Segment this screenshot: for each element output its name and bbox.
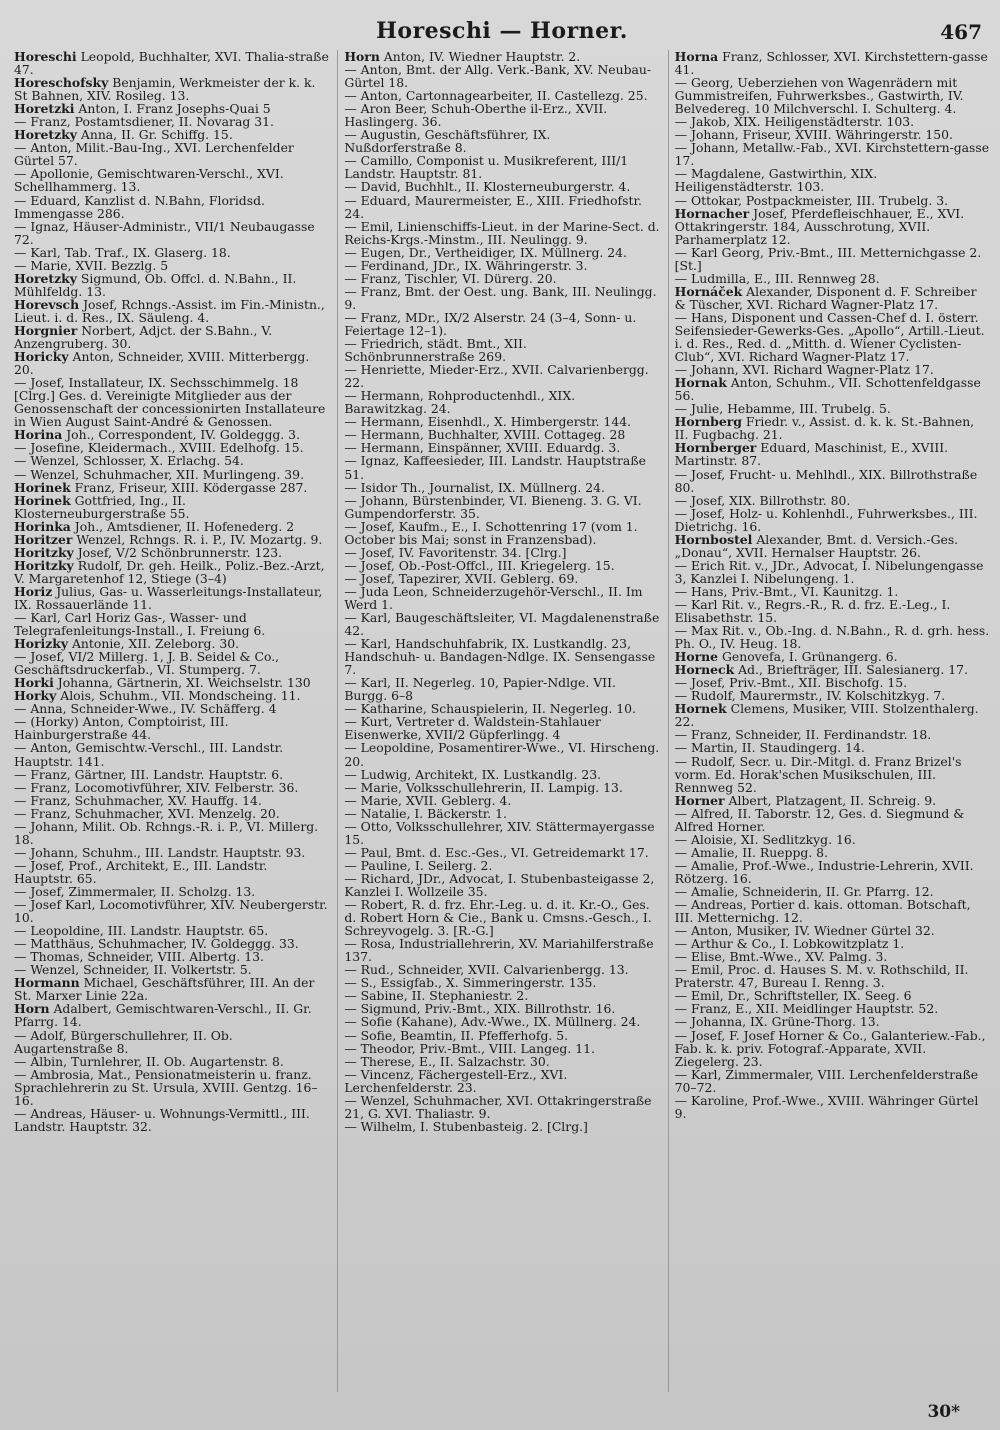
- entry-text: — Hermann, Rohproductenhdl., XIX. Barawitzkag. 24.: [344, 388, 576, 417]
- entry-text: — Sigmund, Priv.-Bmt., XIX. Billrothstr. 16.: [344, 1001, 616, 1017]
- entry-text: — Josef, VI/2 Millerg. 1, J. B. Seidel & Co., Geschäftsdruckerfab., VI. Stumperg. 7.: [14, 649, 280, 678]
- directory-entry: [675, 507, 990, 533]
- entry-text: Anton, IV. Wiedner Hauptstr. 2.: [383, 50, 581, 64]
- entry-text: — Josef, F. Josef Horner & Co., Galanteriew.-Fab., Fab. k. k. priv. Fotograf.-Apparate, XVII. Ziegelerg. 23.: [674, 1027, 986, 1069]
- entry-text: — Wenzel, Schuhmacher, XII. Murlingeng. 39.: [14, 466, 305, 482]
- entry-text: — Rosa, Industriallehrerin, XV. Mariahilferstraße 137.: [344, 936, 654, 965]
- entry-text: Johanna, Gärtnerin, XI. Weichselstr. 130: [57, 675, 311, 691]
- entry-text: — Leopoldine, III. Landstr. Hauptstr. 65.: [14, 923, 269, 939]
- entry-text: — Emil, Dr., Schriftsteller, IX. Seeg. 6: [674, 988, 912, 1004]
- entry-text: — Karl Rit. v., Regrs.-R., R. d. frz. E.-Leg., I. Elisabethstr. 15.: [674, 596, 951, 626]
- entry-surname: Horner: [674, 792, 725, 808]
- entry-text: Josef, V/2 Schönbrunnerstr. 123.: [77, 544, 283, 560]
- entry-surname: Hornberger: [674, 440, 757, 456]
- entry-text: — Rud., Schneider, XVII. Calvarienbergg. 13.: [344, 962, 629, 978]
- entry-text: — Hans, Priv.-Bmt., VI. Kaunitzg. 1.: [674, 583, 899, 599]
- entry-text: — Josef, Zimmermaler, II. Scholzg. 13.: [14, 884, 256, 899]
- entry-text: — (Horky) Anton, Comptoirist, III. Hainburgerstraße 44.: [14, 714, 229, 743]
- entry-text: Adalbert, Gemischtwaren-Verschl., II. Gr. Pfarrg. 14.: [14, 1001, 312, 1030]
- directory-entry: [344, 389, 659, 415]
- entry-text: — Josef, Installateur, IX. Sechsschimmelg. 18 [Clrg.] Ges. d. Vereinigte Mitglieder aus der Genossenschaft der concessionirten Installateure in Wien August Saint-André & Genossen.: [14, 375, 326, 430]
- entry-text: — Thomas, Schneider, VIII. Albertg. 13.: [14, 949, 264, 965]
- entry-text: — Alfred, II. Taborstr. 12, Ges. d. Siegmund & Alfred Horner.: [674, 805, 965, 834]
- entry-surname: Horneck: [674, 662, 735, 678]
- entry-text: — Anton, Bmt. der Allg. Verk.-Bank, XV. Neubau-Gürtel 18.: [344, 62, 652, 91]
- entry-surname: Horiz: [14, 583, 53, 599]
- entry-text: — Josef, Holz- u. Kohlenhdl., Fuhrwerksbes., III. Dietrichg. 16.: [674, 505, 978, 534]
- directory-entry: [344, 63, 659, 89]
- entry-text: — Augustin, Geschäftsführer, IX. Nußdorferstraße 8.: [344, 127, 551, 156]
- entry-text: — Josef, Frucht- u. Mehlhdl., XIX. Billrothstraße 80.: [674, 466, 978, 495]
- entry-text: Leopold, Buchhalter, XVI. Thalia-straße 47.: [14, 50, 329, 78]
- entry-text: Albert, Platzagent, II. Schreig. 9.: [728, 792, 937, 808]
- directory-entry: [14, 1029, 329, 1055]
- entry-text: — Johann, Bürstenbinder, VI. Bieneng. 3. G. VI. Gumpendorferstr. 35.: [344, 492, 642, 521]
- entry-text: Genovefa, I. Grünangerg. 6.: [722, 649, 898, 665]
- entry-text: — Josef, XIX. Billrothstr. 80.: [674, 492, 851, 508]
- entry-text: Josef, Pferdefleischhauer, E., XVI. Ottakringerstr. 184, Ausschrotung, XVII. Parhamerplatz 12.: [674, 205, 965, 247]
- entry-text: — Wenzel, Schneider, II. Volkertstr. 5.: [14, 962, 252, 978]
- directory-entry: [344, 285, 659, 311]
- entry-text: — Franz, E., XII. Meidlinger Hauptstr. 52.: [674, 1001, 939, 1017]
- entry-text: Julius, Gas- u. Wasserleitungs-Installateur, IX. Rossauerlände 11.: [14, 583, 323, 612]
- directory-entry: [14, 1002, 329, 1028]
- column-right: [668, 50, 990, 1392]
- entry-text: — Marie, XVII. Geblerg. 4.: [344, 792, 512, 808]
- directory-entry: [675, 415, 990, 441]
- page-number: 467: [940, 20, 982, 44]
- entry-text: Friedr. v., Assist. d. k. k. St.-Bahnen, II. Fugbachg. 21.: [674, 414, 975, 443]
- directory-entry: [344, 311, 659, 337]
- entry-text: — Karl, Baugeschäftsleiter, VI. Magdalenenstraße 42.: [344, 610, 660, 639]
- page-header: [14, 14, 990, 50]
- entry-text: Clemens, Musiker, VIII. Stolzenthalerg. 22.: [674, 701, 979, 730]
- entry-text: — Josef, Tapezirer, XVII. Geblerg. 69.: [344, 570, 579, 586]
- entry-text: — Otto, Volksschullehrer, XIV. Stättermayergasse 15.: [344, 818, 655, 847]
- entry-text: — Eduard, Maurermeister, E., XIII. Friedhofstr. 24.: [344, 192, 642, 221]
- entry-surname: Horn: [344, 50, 380, 64]
- entry-text: — Rudolf, Maurermstr., IV. Kolschitzkyg. 7.: [674, 688, 946, 704]
- directory-entry: [675, 76, 990, 115]
- entry-surname: Horinek: [14, 479, 71, 495]
- page-title: Horeschi — Horner.: [376, 18, 628, 44]
- entry-text: — Franz, Postamtsdiener, II. Novarag 31.: [14, 114, 274, 130]
- directory-entry: [344, 872, 659, 898]
- entry-text: Anton, I. Franz Josephs-Quai 5: [78, 101, 271, 117]
- entry-text: — Karl Georg, Priv.-Bmt., III. Metternichgasse 2. [St.]: [674, 244, 982, 273]
- entry-surname: Horetzky: [14, 127, 77, 143]
- entry-text: — Franz, Schneider, II. Ferdinandstr. 18.: [674, 727, 932, 743]
- entry-text: — Wenzel, Schlosser, X. Erlachg. 54.: [14, 453, 244, 469]
- directory-entry: [14, 50, 329, 76]
- entry-text: — Franz, Locomotivführer, XIV. Felberstr. 36.: [14, 779, 299, 795]
- directory-entry: [344, 637, 659, 676]
- entry-text: — Amalie, Prof.-Wwe., Industrie-Lehrerin, XVII. Rötzerg. 16.: [674, 857, 974, 886]
- entry-text: — Ludwig, Architekt, IX. Lustkandlg. 23.: [344, 766, 602, 782]
- directory-entry: [14, 650, 329, 676]
- entry-text: — Andreas, Portier d. kais. ottoman. Botschaft, III. Metternichg. 12.: [674, 897, 971, 926]
- directory-entry: [14, 611, 329, 637]
- column-middle: [337, 50, 659, 1392]
- entry-surname: Horn: [14, 1001, 50, 1017]
- directory-entry: [344, 1120, 659, 1133]
- directory-entry: [675, 141, 990, 167]
- entry-surname: Hornberg: [674, 414, 742, 430]
- entry-text: — Katharine, Schauspielerin, II. Negerleg. 10.: [344, 701, 636, 717]
- entry-surname: Hornacher: [674, 205, 750, 221]
- entry-surname: Horevsch: [14, 296, 80, 312]
- entry-text: — Hermann, Eisenhdl., X. Himbergerstr. 144.: [344, 414, 632, 430]
- entry-text: — Richard, JDr., Advocat, I. Stubenbasteigasse 2, Kanzlei I. Wollzeile 35.: [344, 870, 655, 899]
- directory-entry: [675, 246, 990, 272]
- directory-entry: [344, 715, 659, 741]
- entry-text: — Eduard, Kanzlist d. N.Bahn, Floridsd. Immengasse 286.: [14, 192, 265, 221]
- entry-text: — Johann, Friseur, XVIII. Währingerstr. 150.: [674, 127, 953, 143]
- directory-entry: [14, 350, 329, 376]
- entry-surname: Horinek: [14, 492, 71, 508]
- directory-entry: [14, 324, 329, 350]
- entry-text: — Leopoldine, Posamentirer-Wwe., VI. Hirscheng. 20.: [344, 740, 660, 769]
- directory-entry: [14, 715, 329, 741]
- entry-text: — Sabine, II. Stephaniestr. 2.: [344, 988, 529, 1004]
- entry-surname: Horetzky: [14, 270, 77, 286]
- directory-entry: [344, 611, 659, 637]
- directory-entry: [344, 676, 659, 702]
- entry-text: — Matthäus, Schuhmacher, IV. Goldeggg. 33.: [14, 936, 299, 952]
- entry-text: — Josef, IV. Favoritenstr. 34. [Clrg.]: [344, 544, 567, 560]
- entry-text: Franz, Schlosser, XVI. Kirchstettern-gasse 41.: [674, 50, 988, 78]
- directory-entry: [344, 520, 659, 546]
- entry-text: — Arthur & Co., I. Lobkowitzplatz 1.: [674, 936, 905, 952]
- directory-entry: [675, 285, 990, 311]
- directory-entry: [675, 624, 990, 650]
- entry-text: Michael, Geschäftsführer, III. An der St. Marxer Linie 22a.: [14, 975, 315, 1004]
- entry-text: — Josef, Kaufm., E., I. Schottenring 17 (vom 1. October bis Mai; sonst in Franzensbad).: [344, 518, 638, 547]
- entry-surname: Horinka: [14, 518, 71, 534]
- entry-text: — Henriette, Mieder-Erz., XVII. Calvarienbergg. 22.: [344, 362, 649, 391]
- entry-surname: Horitzky: [14, 544, 74, 560]
- entry-surname: Hornek: [674, 701, 727, 717]
- directory-entry: [675, 859, 990, 885]
- entry-text: — Josef, Prof., Architekt, E., III. Landstr. Hauptstr. 65.: [14, 857, 268, 886]
- directory-entry: [675, 311, 990, 363]
- entry-text: — Karoline, Prof.-Wwe., XVIII. Währinger Gürtel 9.: [674, 1092, 979, 1121]
- entry-text: — Josef, Ob.-Post-Offcl., III. Kriegelerg. 15.: [344, 557, 615, 573]
- entry-surname: Hornak: [674, 375, 727, 391]
- entry-text: — Franz, Tischler, VI. Dürerg. 20.: [344, 270, 557, 286]
- directory-entry: [14, 494, 329, 520]
- entry-text: — Franz, Gärtner, III. Landstr. Hauptstr. 6.: [14, 766, 284, 782]
- entry-text: — Anton, Milit.-Bau-Ing., XVI. Lerchenfelder Gürtel 57.: [14, 140, 294, 169]
- entry-text: — Hermann, Buchhalter, XVIII. Cottageg. 28: [344, 427, 626, 443]
- entry-text: — Karl, Carl Horiz Gas-, Wasser- und Telegrafenleitungs-Install., I. Freiung 6.: [14, 610, 266, 639]
- directory-entry: [675, 702, 990, 728]
- directory-entry: [14, 976, 329, 1002]
- directory-entry: [675, 755, 990, 794]
- directory-entry: [675, 167, 990, 193]
- entry-surname: Hormann: [14, 975, 80, 991]
- entry-text: — Karl, Tab. Traf., IX. Glaserg. 18.: [14, 244, 231, 260]
- entry-text: — Amalie, II. Rueppg. 8.: [674, 844, 829, 860]
- entry-text: Eduard, Maschinist, E., XVIII. Martinstr. 87.: [674, 440, 949, 469]
- entry-text: — Josef, Priv.-Bmt., XII. Bischofg. 15.: [674, 675, 908, 691]
- entry-text: — Franz, Bmt. der Oest. ung. Bank, III. Neulingg. 9.: [344, 283, 657, 312]
- entry-text: Anton, Schuhm., VII. Schottenfeldgasse 56.: [674, 375, 981, 404]
- entry-text: — Camillo, Componist u. Musikreferent, III/1 Landstr. Hauptstr. 81.: [344, 153, 629, 182]
- directory-entry: [344, 820, 659, 846]
- entry-text: Sigmund, Ob. Offcl. d. N.Bahn., II. Mühlfeldg. 13.: [14, 270, 297, 299]
- entry-text: — Georg, Ueberziehen von Wagenrädern mit Gummistreifen, Fuhrwerksbes., Gastwirth, IV. Belvedereg. 10 Milchverschl. I. Schulterg. 4.: [674, 75, 964, 117]
- directory-entry: [14, 741, 329, 767]
- entry-text: — Anton, Cartonnagearbeiter, II. Castellezg. 25.: [344, 88, 648, 104]
- entry-text: — Theodor, Priv.-Bmt., VIII. Langeg. 11.: [344, 1040, 595, 1056]
- entry-text: — Kurt, Vertreter d. Waldstein-Stahlauer Eisenwerke, XVII/2 Güpferlingg. 4: [344, 714, 601, 743]
- directory-entry: [14, 585, 329, 611]
- entry-text: Wenzel, Rchngs. R. i. P., IV. Mozartg. 9.: [76, 531, 323, 547]
- entry-text: — Jakob, XIX. Heiligenstädterstr. 103.: [674, 114, 915, 130]
- entry-text: — Johanna, IX. Grüne-Thorg. 13.: [674, 1014, 880, 1030]
- entry-text: — Hans, Disponent und Cassen-Chef d. I. österr. Seifensieder-Gewerks-Ges. „Apollo“, Artill.-Lieut. i. d. Res., Red. d. „Mitth. d. Wiener Cyclisten-Club“, XVI. Richard Wagner-Platz 17.: [674, 309, 985, 365]
- entry-text: Anton, Schneider, XVIII. Mitterbergg. 20.: [14, 349, 310, 378]
- directory-entry: [675, 1029, 990, 1068]
- entry-text: — Aloisie, XI. Sedlitzkyg. 16.: [674, 831, 856, 847]
- directory-entry: [675, 963, 990, 989]
- entry-text: — Anton, Gemischtw.-Verschl., III. Landstr. Hauptstr. 141.: [14, 740, 284, 769]
- directory-entry: [14, 1068, 329, 1107]
- entry-text: — Emil, Proc. d. Hauses S. M. v. Rothschild, II. Praterstr. 47, Bureau I. Renng. 3.: [674, 962, 969, 991]
- directory-entry: [14, 559, 329, 585]
- directory-entry: [344, 494, 659, 520]
- entry-text: — Robert, R. d. frz. Ehr.-Leg. u. d. it. Kr.-O., Ges. d. Robert Horn & Cie., Bank u. Cmsns.-Gesch., I. Schreyvogelg. 3. [R.-G.]: [344, 897, 652, 939]
- directory-entry: [675, 207, 990, 246]
- directory-entry: [675, 898, 990, 924]
- entry-text: Antonie, XII. Zeleborg. 30.: [71, 636, 240, 652]
- entry-text: — Franz, Schuhmacher, XVI. Menzelg. 20.: [14, 805, 280, 821]
- entry-text: Ad., Briefträger, III. Salesianerg. 17.: [738, 662, 968, 678]
- entry-text: — Elise, Bmt.-Wwe., XV. Palmg. 3.: [674, 949, 888, 965]
- entry-text: — Aron Beer, Schuh-Oberthe il-Erz., XVII. Haslingerg. 36.: [344, 101, 608, 130]
- entry-text: — Sofie (Kahane), Adv.-Wwe., IX. Müllnerg. 24.: [344, 1014, 641, 1030]
- entry-surname: Horitzky: [14, 557, 74, 573]
- entry-text: — Vincenz, Fächergestell-Erz., XVI. Lerchenfelderstr. 23.: [344, 1066, 568, 1095]
- entry-text: — Wenzel, Schuhmacher, XVI. Ottakringerstraße 21, G. XVI. Thaliastr. 9.: [344, 1092, 652, 1121]
- entry-text: — Marie, XVII. Bezzlg. 5: [14, 257, 169, 273]
- entry-surname: Horizky: [14, 636, 69, 652]
- entry-text: — Rudolf, Secr. u. Dir.-Mitgl. d. Franz Brizel's vorm. Ed. Horak'schen Musikschulen, III. Rennweg 52.: [674, 753, 962, 795]
- entry-text: Alexander, Bmt. d. Versich.-Ges. „Donau“, XVII. Hernalser Hauptstr. 26.: [674, 531, 959, 560]
- entry-text: — Friedrich, städt. Bmt., XII. Schönbrunnerstraße 269.: [344, 336, 527, 365]
- directory-entry: [344, 102, 659, 128]
- directory-entry: [14, 272, 329, 298]
- entry-text: Joh., Amtsdiener, II. Hofenederg. 2: [74, 518, 295, 534]
- directory-entry: [14, 298, 329, 324]
- entry-text: — Johann, XVI. Richard Wagner-Platz 17.: [674, 362, 934, 378]
- entry-text: Josef, Rchngs.-Assist. im Fin.-Ministn., Lieut. i. d. Res., IX. Säuleng. 4.: [14, 296, 325, 325]
- directory-entry: [344, 220, 659, 246]
- directory-entry: [344, 128, 659, 154]
- entry-text: — Isidor Th., Journalist, IX. Müllnerg. 24.: [344, 479, 605, 495]
- directory-entry: [675, 376, 990, 402]
- entry-text: — Sofie, Beamtin, II. Pfefferhofg. 5.: [344, 1027, 569, 1043]
- directory-entry: [344, 1094, 659, 1120]
- entry-surname: Horetzki: [14, 101, 75, 117]
- entry-text: — Albin, Turnlehrer, II. Ob. Augartenstr. 8.: [14, 1053, 284, 1069]
- entry-text: Benjamin, Werkmeister der k. k. St Bahnen, XIV. Rosileg. 13.: [14, 75, 316, 104]
- directory-entry: [675, 468, 990, 494]
- entry-surname: Horeschofsky: [14, 75, 109, 91]
- entry-surname: Horna: [674, 50, 719, 64]
- directory-entry: [344, 898, 659, 937]
- entry-text: — Anna, Schneider-Wwe., IV. Schäfferg. 4: [14, 701, 277, 717]
- entry-text: — Magdalene, Gastwirthin, XIX. Heiligenstädterstr. 103.: [674, 166, 878, 195]
- entry-text: — Franz, Schuhmacher, XV. Hauffg. 14.: [14, 792, 262, 808]
- entry-surname: Horicky: [14, 349, 69, 365]
- entry-text: — Ignaz, Häuser-Administr., VII/1 Neubaugasse 72.: [14, 218, 315, 247]
- directory-entry: [344, 585, 659, 611]
- entry-text: — Ambrosia, Mat., Pensionatmeisterin u. franz. Sprachlehrerin zu St. Ursula, XVIII. Gentzg. 16–16.: [14, 1066, 318, 1108]
- entry-text: — Martin, II. Staudingerg. 14.: [674, 740, 865, 756]
- entry-text: — David, Buchhlt., II. Klosterneuburgerstr. 4.: [344, 179, 631, 195]
- directory-entry: [675, 50, 990, 76]
- entry-text: — Johann, Milit. Ob. Rchngs.-R. i. P., VI. Millerg. 18.: [14, 818, 319, 847]
- entry-text: — Apollonie, Gemischtwaren-Verschl., XVI. Schellhammerg. 13.: [14, 166, 284, 195]
- entry-text: — Ignaz, Kaffeesieder, III. Landstr. Hauptstraße 51.: [344, 453, 646, 482]
- entry-text: — Max Rit. v., Ob.-Ing. d. N.Bahn., R. d. grh. hess. Ph. O., IV. Heug. 18.: [674, 623, 990, 652]
- entry-text: — Johann, Schuhm., III. Landstr. Hauptstr. 93.: [14, 844, 306, 860]
- directory-entry: [14, 898, 329, 924]
- directory-entry: [675, 559, 990, 585]
- entry-text: — Emil, Linienschiffs-Lieut. in der Marine-Sect. d. Reichs-Krgs.-Minstm., III. Neulingg. 9.: [344, 218, 660, 247]
- entry-text: — Erich Rit. v., JDr., Advocat, I. Nibelungengasse 3, Kanzlei I. Nibelungeng. 1.: [674, 557, 984, 586]
- entry-surname: Horeschi: [14, 50, 77, 64]
- directory-entry: [675, 598, 990, 624]
- directory-entry: [14, 141, 329, 167]
- directory-entry: [14, 76, 329, 102]
- entry-surname: Horky: [14, 688, 57, 704]
- entry-text: Alois, Schuhm., VII. Mondscheing. 11.: [60, 688, 301, 704]
- directory-entry: [14, 194, 329, 220]
- entry-text: — Andreas, Häuser- u. Wohnungs-Vermittl., III. Landstr. Hauptstr. 32.: [14, 1105, 310, 1134]
- directory-entry: [14, 167, 329, 193]
- entry-text: — Adolf, Bürgerschullehrer, II. Ob. Augartenstraße 8.: [14, 1027, 233, 1056]
- columns: [14, 50, 990, 1392]
- directory-entry: [14, 859, 329, 885]
- entry-surname: Horne: [674, 649, 719, 665]
- entry-text: — Ferdinand, JDr., IX. Währingerstr. 3.: [344, 257, 588, 273]
- entry-text: Joh., Correspondent, IV. Goldeggg. 3.: [66, 427, 301, 443]
- entry-text: — Karl, Handschuhfabrik, IX. Lustkandlg. 23, Handschuh- u. Bandagen-Ndlge. IX. Sensengasse 7.: [344, 636, 656, 678]
- directory-entry: [344, 154, 659, 180]
- entry-text: — Josefine, Kleidermach., XVIII. Edelhofg. 15.: [14, 440, 304, 456]
- directory-entry: [14, 220, 329, 246]
- directory-entry: [344, 937, 659, 963]
- entry-surname: Horitzer: [14, 531, 73, 547]
- column-left: [14, 50, 329, 1392]
- directory-entry: [675, 1094, 990, 1120]
- entry-text: — Paul, Bmt. d. Esc.-Ges., VI. Getreidemarkt 17.: [344, 844, 649, 860]
- entry-text: Anna, II. Gr. Schiffg. 15.: [80, 127, 233, 143]
- signature-mark: 30*: [927, 1402, 960, 1422]
- directory-entry: [344, 194, 659, 220]
- entry-text: — Julie, Hebamme, III. Trubelg. 5.: [674, 401, 891, 417]
- directory-entry: [14, 1107, 329, 1133]
- entry-text: Alexander, Disponent d. F. Schreiber & Tüscher, XVI. Richard Wagner-Platz 17.: [674, 283, 977, 312]
- entry-text: — Natalie, I. Bäckerstr. 1.: [344, 805, 507, 821]
- entry-text: — Johann, Metallw.-Fab., XVI. Kirchstettern-gasse 17.: [674, 140, 990, 169]
- directory-entry: [675, 807, 990, 833]
- entry-text: — Eugen, Dr., Vertheidiger, IX. Müllnerg. 24.: [344, 244, 627, 260]
- entry-surname: Hornbostel: [674, 531, 753, 547]
- entry-text: — S., Essigfab., X. Simmeringerstr. 135.: [344, 975, 597, 991]
- directory-entry: [344, 1068, 659, 1094]
- entry-text: — Amalie, Schneiderin, II. Gr. Pfarrg. 12.: [674, 884, 934, 899]
- entry-text: Gottfried, Ing., II. Klosterneuburgerstraße 55.: [14, 492, 190, 521]
- directory-entry: [344, 337, 659, 363]
- entry-text: — Josef Karl, Locomotivführer, XIV. Neubergerstr. 10.: [14, 897, 328, 926]
- entry-text: — Ludmilla, E., III. Rennweg 28.: [674, 270, 880, 286]
- entry-text: Norbert, Adjct. der S.Bahn., V. Anzengruberg. 30.: [14, 322, 273, 352]
- entry-surname: Horki: [14, 675, 54, 691]
- directory-entry: [675, 533, 990, 559]
- directory-entry: [675, 1068, 990, 1094]
- entry-text: — Karl, Zimmermaler, VIII. Lerchenfelderstraße 70–72.: [674, 1066, 979, 1095]
- entry-surname: Horina: [14, 427, 63, 443]
- entry-text: — Juda Leon, Schneiderzugehör-Verschl., II. Im Werd 1.: [344, 583, 643, 612]
- entry-text: — Ottokar, Postpackmeister, III. Trubelg. 3.: [674, 192, 949, 208]
- entry-surname: Horgnier: [14, 322, 78, 338]
- directory-entry: [675, 441, 990, 467]
- directory-entry: [14, 376, 329, 428]
- directory-entry: [344, 741, 659, 767]
- entry-text: — Pauline, I. Seilerg. 2.: [344, 857, 493, 873]
- directory-entry: [344, 363, 659, 389]
- entry-surname: Hornáček: [674, 283, 743, 299]
- entry-text: — Anton, Musiker, IV. Wiedner Gürtel 32.: [674, 923, 935, 939]
- directory-entry: [14, 820, 329, 846]
- entry-text: — Marie, Volksschullehrerin, II. Lampig. 13.: [344, 779, 623, 795]
- directory-entry: [344, 454, 659, 480]
- entry-text: — Therese, E., II. Salzachstr. 30.: [344, 1053, 550, 1069]
- entry-text: — Franz, MDr., IX/2 Alserstr. 24 (3–4, Sonn- u. Feiertage 12–1).: [344, 309, 637, 338]
- entry-text: — Wilhelm, I. Stubenbasteig. 2. [Clrg.]: [344, 1118, 588, 1134]
- entry-text: Franz, Friseur, XIII. Ködergasse 287.: [74, 479, 308, 495]
- entry-text: — Karl, II. Negerleg. 10, Papier-Ndlge. VII. Burgg. 6–8: [344, 675, 616, 704]
- entry-text: — Hermann, Einspänner, XVIII. Eduardg. 3.: [344, 440, 621, 456]
- entry-text: Rudolf, Dr. geh. Heilk., Poliz.-Bez.-Arzt, V. Margaretenhof 12, Stiege (3–4): [14, 557, 325, 586]
